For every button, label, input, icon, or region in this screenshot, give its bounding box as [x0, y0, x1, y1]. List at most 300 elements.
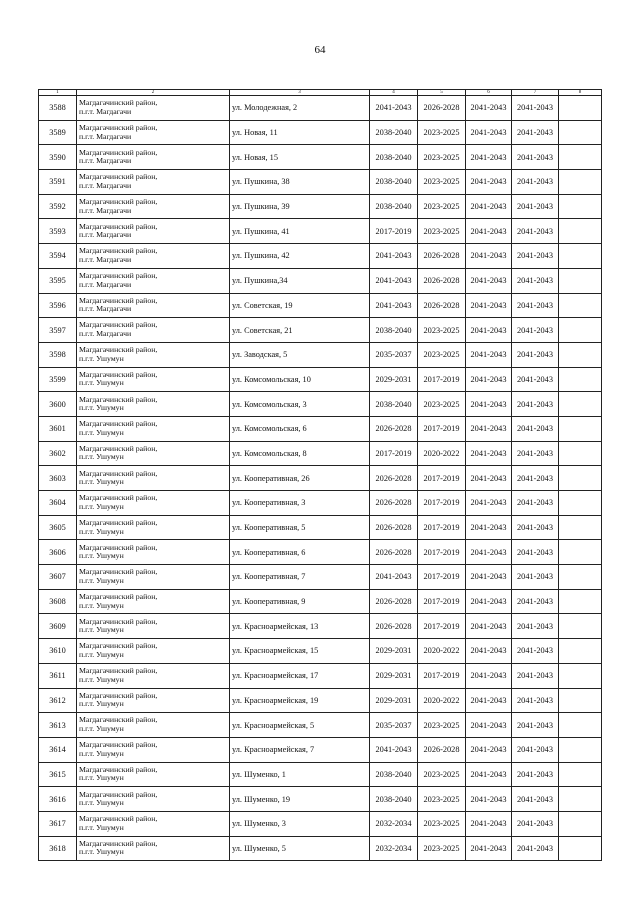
period-col-8	[559, 367, 602, 392]
address-district	[77, 663, 230, 688]
address-district-settlement: п.г.т. Магдагачи	[79, 304, 132, 314]
period-col-6: 2041-2043	[466, 96, 512, 121]
address-district-district: Магдагачинский район,	[79, 567, 158, 577]
address-street: ул. Советская, 21	[230, 318, 370, 343]
address-district-settlement: п.г.т. Ушумун	[79, 649, 124, 659]
period-col-6: 2041-2043	[466, 663, 512, 688]
period-col-7: 2041-2043	[512, 392, 559, 417]
period-col-7: 2041-2043	[512, 96, 559, 121]
table-row	[39, 145, 602, 170]
period-col-4: 2032-2034	[370, 811, 418, 836]
period-col-6: 2041-2043	[466, 318, 512, 343]
period-col-7: 2041-2043	[512, 293, 559, 318]
table-row	[39, 342, 602, 367]
address-district-district: Магдагачинский район,	[79, 715, 158, 725]
address-district-district: Магдагачинский район,	[79, 641, 158, 651]
period-col-6: 2041-2043	[466, 737, 512, 762]
address-street: ул. Кооперативная, 9	[230, 589, 370, 614]
address-district	[77, 244, 230, 269]
address-district-district: Магдагачинский район,	[79, 345, 158, 355]
row-number: 3614	[39, 737, 77, 762]
column-number: 1	[39, 90, 77, 96]
address-district-settlement: п.г.т. Ушумун	[79, 501, 124, 511]
period-col-4: 2041-2043	[370, 268, 418, 293]
period-col-7: 2041-2043	[512, 367, 559, 392]
row-number: 3601	[39, 416, 77, 441]
period-col-7: 2041-2043	[512, 589, 559, 614]
address-district	[77, 120, 230, 145]
address-street: ул. Пушкина, 41	[230, 219, 370, 244]
period-col-6: 2041-2043	[466, 145, 512, 170]
table-row	[39, 639, 602, 664]
address-district-settlement: п.г.т. Магдагачи	[79, 156, 132, 166]
address-street: ул. Кооперативная, 3	[230, 491, 370, 516]
period-col-7: 2041-2043	[512, 787, 559, 812]
address-district	[77, 589, 230, 614]
address-district	[77, 466, 230, 491]
address-district-settlement: п.г.т. Магдагачи	[79, 205, 132, 215]
period-col-7: 2041-2043	[512, 515, 559, 540]
address-street: ул. Советская, 19	[230, 293, 370, 318]
period-col-4: 2029-2031	[370, 639, 418, 664]
period-col-5: 2023-2025	[418, 836, 466, 861]
address-street: ул. Кооперативная, 5	[230, 515, 370, 540]
period-col-7: 2041-2043	[512, 244, 559, 269]
period-col-5: 2023-2025	[418, 219, 466, 244]
address-district-district: Магдагачинский район,	[79, 666, 158, 676]
column-number: 8	[559, 90, 602, 96]
address-district-district: Магдагачинский район,	[79, 814, 158, 824]
period-col-6: 2041-2043	[466, 491, 512, 516]
address-district-district: Магдагачинский район,	[79, 443, 158, 453]
address-street: ул. Красноармейская, 5	[230, 713, 370, 738]
period-col-6: 2041-2043	[466, 811, 512, 836]
period-col-4: 2035-2037	[370, 342, 418, 367]
period-col-6: 2041-2043	[466, 762, 512, 787]
address-district-settlement: п.г.т. Ушумун	[79, 724, 124, 734]
period-col-4: 2026-2028	[370, 614, 418, 639]
table-row	[39, 688, 602, 713]
period-col-7: 2041-2043	[512, 811, 559, 836]
period-col-7: 2041-2043	[512, 441, 559, 466]
table-row	[39, 441, 602, 466]
address-district	[77, 367, 230, 392]
row-number: 3618	[39, 836, 77, 861]
address-street: ул. Красноармейская, 15	[230, 639, 370, 664]
table-row	[39, 614, 602, 639]
address-district	[77, 293, 230, 318]
address-district	[77, 416, 230, 441]
address-district	[77, 713, 230, 738]
address-street: ул. Красноармейская, 7	[230, 737, 370, 762]
address-street: ул. Комсомольская, 10	[230, 367, 370, 392]
row-number: 3609	[39, 614, 77, 639]
period-col-8	[559, 565, 602, 590]
period-col-8	[559, 342, 602, 367]
period-col-7: 2041-2043	[512, 219, 559, 244]
address-street: ул. Пушкина, 42	[230, 244, 370, 269]
period-col-7: 2041-2043	[512, 762, 559, 787]
period-col-7: 2041-2043	[512, 194, 559, 219]
address-district-district: Магдагачинский район,	[79, 789, 158, 799]
period-col-7: 2041-2043	[512, 170, 559, 195]
address-district-district: Магдагачинский район,	[79, 764, 158, 774]
address-district-settlement: п.г.т. Ушумун	[79, 600, 124, 610]
address-district-district: Магдагачинский район,	[79, 246, 158, 256]
period-col-8	[559, 392, 602, 417]
address-street: ул. Пушкина, 39	[230, 194, 370, 219]
period-col-7: 2041-2043	[512, 737, 559, 762]
address-district	[77, 194, 230, 219]
address-street: ул. Кооперативная, 7	[230, 565, 370, 590]
period-col-8	[559, 811, 602, 836]
period-col-5: 2020-2022	[418, 688, 466, 713]
address-district-settlement: п.г.т. Магдагачи	[79, 279, 132, 289]
registry-table	[38, 89, 602, 861]
period-col-5: 2026-2028	[418, 244, 466, 269]
address-district	[77, 96, 230, 121]
period-col-7: 2041-2043	[512, 663, 559, 688]
period-col-4: 2041-2043	[370, 244, 418, 269]
period-col-5: 2023-2025	[418, 194, 466, 219]
address-district	[77, 268, 230, 293]
period-col-4: 2041-2043	[370, 737, 418, 762]
period-col-5: 2023-2025	[418, 342, 466, 367]
period-col-7: 2041-2043	[512, 614, 559, 639]
period-col-4: 2038-2040	[370, 170, 418, 195]
address-district-district: Магдагачинский район,	[79, 369, 158, 379]
address-district	[77, 342, 230, 367]
period-col-4: 2029-2031	[370, 367, 418, 392]
column-number: 5	[418, 90, 466, 96]
period-col-6: 2041-2043	[466, 540, 512, 565]
address-district	[77, 565, 230, 590]
period-col-8	[559, 540, 602, 565]
period-col-4: 2026-2028	[370, 515, 418, 540]
period-col-5: 2017-2019	[418, 663, 466, 688]
period-col-6: 2041-2043	[466, 244, 512, 269]
address-street: ул. Заводская, 5	[230, 342, 370, 367]
period-col-5: 2023-2025	[418, 811, 466, 836]
row-number: 3612	[39, 688, 77, 713]
table-row	[39, 170, 602, 195]
period-col-4: 2026-2028	[370, 589, 418, 614]
period-col-5: 2017-2019	[418, 367, 466, 392]
table-row	[39, 491, 602, 516]
row-number: 3607	[39, 565, 77, 590]
period-col-5: 2017-2019	[418, 565, 466, 590]
table-row	[39, 244, 602, 269]
period-col-7: 2041-2043	[512, 713, 559, 738]
period-col-5: 2017-2019	[418, 540, 466, 565]
column-number: 7	[512, 90, 559, 96]
address-district	[77, 811, 230, 836]
table-row	[39, 663, 602, 688]
period-col-6: 2041-2043	[466, 392, 512, 417]
period-col-6: 2041-2043	[466, 836, 512, 861]
address-street: ул. Комсомольская, 8	[230, 441, 370, 466]
address-district-district: Магдагачинский район,	[79, 616, 158, 626]
address-street: ул. Комсомольская, 3	[230, 392, 370, 417]
column-number: 2	[77, 90, 230, 96]
address-district-settlement: п.г.т. Ушумун	[79, 427, 124, 437]
table-row	[39, 96, 602, 121]
period-col-4: 2029-2031	[370, 663, 418, 688]
address-district-district: Магдагачинский район,	[79, 592, 158, 601]
row-number: 3591	[39, 170, 77, 195]
period-col-8	[559, 491, 602, 516]
address-district-settlement: п.г.т. Ушумун	[79, 477, 124, 487]
period-col-8	[559, 441, 602, 466]
row-number: 3605	[39, 515, 77, 540]
address-district-settlement: п.г.т. Ушумун	[79, 822, 124, 832]
address-district	[77, 170, 230, 195]
address-district	[77, 614, 230, 639]
period-col-7: 2041-2043	[512, 565, 559, 590]
address-street: ул. Красноармейская, 19	[230, 688, 370, 713]
address-district-district: Магдагачинский район,	[79, 838, 158, 848]
row-number: 3604	[39, 491, 77, 516]
period-col-5: 2023-2025	[418, 318, 466, 343]
address-district-district: Магдагачинский район,	[79, 197, 158, 206]
address-district-district: Магдагачинский район,	[79, 419, 158, 429]
column-number: 6	[466, 90, 512, 96]
period-col-6: 2041-2043	[466, 713, 512, 738]
address-district-settlement: п.г.т. Ушумун	[79, 452, 124, 462]
period-col-8	[559, 614, 602, 639]
period-col-7: 2041-2043	[512, 491, 559, 516]
period-col-6: 2041-2043	[466, 589, 512, 614]
row-number: 3606	[39, 540, 77, 565]
period-col-7: 2041-2043	[512, 639, 559, 664]
row-number: 3589	[39, 120, 77, 145]
row-number: 3616	[39, 787, 77, 812]
period-col-6: 2041-2043	[466, 194, 512, 219]
period-col-6: 2041-2043	[466, 170, 512, 195]
row-number: 3610	[39, 639, 77, 664]
address-district-settlement: п.г.т. Ушумун	[79, 847, 124, 857]
row-number: 3595	[39, 268, 77, 293]
period-col-6: 2041-2043	[466, 614, 512, 639]
address-district	[77, 787, 230, 812]
period-col-4: 2032-2034	[370, 836, 418, 861]
table-body	[39, 90, 602, 861]
period-col-8	[559, 244, 602, 269]
address-district-settlement: п.г.т. Магдагачи	[79, 254, 132, 264]
address-street: ул. Шуменко, 1	[230, 762, 370, 787]
period-col-4: 2038-2040	[370, 762, 418, 787]
table-row	[39, 219, 602, 244]
row-number: 3600	[39, 392, 77, 417]
period-col-8	[559, 194, 602, 219]
period-col-8	[559, 713, 602, 738]
period-col-6: 2041-2043	[466, 639, 512, 664]
period-col-4: 2026-2028	[370, 540, 418, 565]
address-district-settlement: п.г.т. Ушумун	[79, 798, 124, 808]
address-street: ул. Новая, 15	[230, 145, 370, 170]
period-col-4: 2029-2031	[370, 688, 418, 713]
table-row	[39, 318, 602, 343]
period-col-5: 2023-2025	[418, 762, 466, 787]
period-col-5: 2017-2019	[418, 466, 466, 491]
period-col-4: 2038-2040	[370, 787, 418, 812]
address-street: ул. Кооперативная, 26	[230, 466, 370, 491]
period-col-7: 2041-2043	[512, 836, 559, 861]
address-street: ул. Пушкина,34	[230, 268, 370, 293]
address-district-district: Магдагачинский район,	[79, 542, 158, 552]
period-col-8	[559, 762, 602, 787]
period-col-5: 2023-2025	[418, 392, 466, 417]
address-street: ул. Шуменко, 3	[230, 811, 370, 836]
period-col-7: 2041-2043	[512, 120, 559, 145]
period-col-5: 2026-2028	[418, 737, 466, 762]
period-col-8	[559, 293, 602, 318]
period-col-8	[559, 170, 602, 195]
period-col-8	[559, 836, 602, 861]
period-col-6: 2041-2043	[466, 565, 512, 590]
period-col-5: 2026-2028	[418, 96, 466, 121]
period-col-4: 2026-2028	[370, 491, 418, 516]
address-district-settlement: п.г.т. Магдагачи	[79, 106, 132, 116]
address-street: ул. Красноармейская, 13	[230, 614, 370, 639]
period-col-7: 2041-2043	[512, 318, 559, 343]
table-row	[39, 416, 602, 441]
address-district-settlement: п.г.т. Ушумун	[79, 378, 124, 388]
table-row	[39, 540, 602, 565]
table-row	[39, 367, 602, 392]
period-col-6: 2041-2043	[466, 367, 512, 392]
address-district-district: Магдагачинский район,	[79, 147, 158, 157]
period-col-6: 2041-2043	[466, 120, 512, 145]
period-col-6: 2041-2043	[466, 268, 512, 293]
address-district	[77, 737, 230, 762]
address-district-district: Магдагачинский район,	[79, 517, 158, 527]
address-street: ул. Пушкина, 38	[230, 170, 370, 195]
address-district-district: Магдагачинский район,	[79, 172, 158, 182]
address-district-district: Магдагачинский район,	[79, 394, 158, 404]
row-number: 3611	[39, 663, 77, 688]
period-col-5: 2026-2028	[418, 268, 466, 293]
period-col-7: 2041-2043	[512, 268, 559, 293]
row-number: 3617	[39, 811, 77, 836]
period-col-8	[559, 120, 602, 145]
table-row	[39, 293, 602, 318]
period-col-5: 2017-2019	[418, 515, 466, 540]
table-row	[39, 836, 602, 861]
address-district-district: Магдагачинский район,	[79, 122, 158, 132]
period-col-5: 2023-2025	[418, 713, 466, 738]
address-district-settlement: п.г.т. Магдагачи	[79, 230, 132, 240]
period-col-5: 2017-2019	[418, 614, 466, 639]
period-col-8	[559, 787, 602, 812]
address-district	[77, 318, 230, 343]
address-district	[77, 145, 230, 170]
table-row	[39, 392, 602, 417]
period-col-6: 2041-2043	[466, 466, 512, 491]
table-row	[39, 120, 602, 145]
row-number: 3592	[39, 194, 77, 219]
table-row	[39, 466, 602, 491]
address-district	[77, 762, 230, 787]
period-col-4: 2041-2043	[370, 96, 418, 121]
table-row	[39, 194, 602, 219]
address-district	[77, 441, 230, 466]
address-district	[77, 639, 230, 664]
address-district	[77, 836, 230, 861]
address-district-district: Магдагачинский район,	[79, 493, 158, 503]
page-number: 64	[314, 44, 326, 56]
row-number: 3594	[39, 244, 77, 269]
period-col-8	[559, 318, 602, 343]
table-row	[39, 762, 602, 787]
period-col-8	[559, 639, 602, 664]
period-col-7: 2041-2043	[512, 540, 559, 565]
period-col-6: 2041-2043	[466, 688, 512, 713]
address-district-district: Магдагачинский район,	[79, 468, 158, 478]
address-district	[77, 491, 230, 516]
address-district	[77, 219, 230, 244]
address-district	[77, 688, 230, 713]
table-row	[39, 737, 602, 762]
period-col-8	[559, 589, 602, 614]
address-street: ул. Молодежная, 2	[230, 96, 370, 121]
row-number: 3590	[39, 145, 77, 170]
period-col-5: 2017-2019	[418, 491, 466, 516]
table-row	[39, 589, 602, 614]
period-col-7: 2041-2043	[512, 466, 559, 491]
period-col-6: 2041-2043	[466, 416, 512, 441]
period-col-8	[559, 663, 602, 688]
address-district	[77, 392, 230, 417]
period-col-4: 2017-2019	[370, 219, 418, 244]
period-col-4: 2041-2043	[370, 565, 418, 590]
row-number: 3598	[39, 342, 77, 367]
row-number: 3608	[39, 589, 77, 614]
address-street: ул. Красноармейская, 17	[230, 663, 370, 688]
period-col-5: 2020-2022	[418, 639, 466, 664]
period-col-4: 2038-2040	[370, 318, 418, 343]
table-row	[39, 565, 602, 590]
address-district-district: Магдагачинский район,	[79, 295, 158, 305]
period-col-4: 2026-2028	[370, 466, 418, 491]
period-col-4: 2038-2040	[370, 392, 418, 417]
period-col-8	[559, 96, 602, 121]
table-row	[39, 713, 602, 738]
address-district-settlement: п.г.т. Ушумун	[79, 625, 124, 635]
period-col-8	[559, 219, 602, 244]
row-number: 3588	[39, 96, 77, 121]
address-district-district: Магдагачинский район,	[79, 740, 158, 750]
address-district-settlement: п.г.т. Магдагачи	[79, 329, 132, 339]
period-col-5: 2026-2028	[418, 293, 466, 318]
address-district-settlement: п.г.т. Ушумун	[79, 674, 124, 684]
address-district-settlement: п.г.т. Магдагачи	[79, 180, 132, 190]
address-street: ул. Шуменко, 19	[230, 787, 370, 812]
period-col-5: 2017-2019	[418, 416, 466, 441]
address-district-settlement: п.г.т. Ушумун	[79, 353, 124, 363]
period-col-6: 2041-2043	[466, 441, 512, 466]
period-col-4: 2038-2040	[370, 145, 418, 170]
period-col-8	[559, 466, 602, 491]
period-col-5: 2023-2025	[418, 170, 466, 195]
address-district-settlement: п.г.т. Ушумун	[79, 748, 124, 758]
period-col-5: 2020-2022	[418, 441, 466, 466]
period-col-6: 2041-2043	[466, 219, 512, 244]
period-col-4: 2041-2043	[370, 293, 418, 318]
address-street: ул. Шуменко, 5	[230, 836, 370, 861]
period-col-7: 2041-2043	[512, 342, 559, 367]
address-district	[77, 515, 230, 540]
